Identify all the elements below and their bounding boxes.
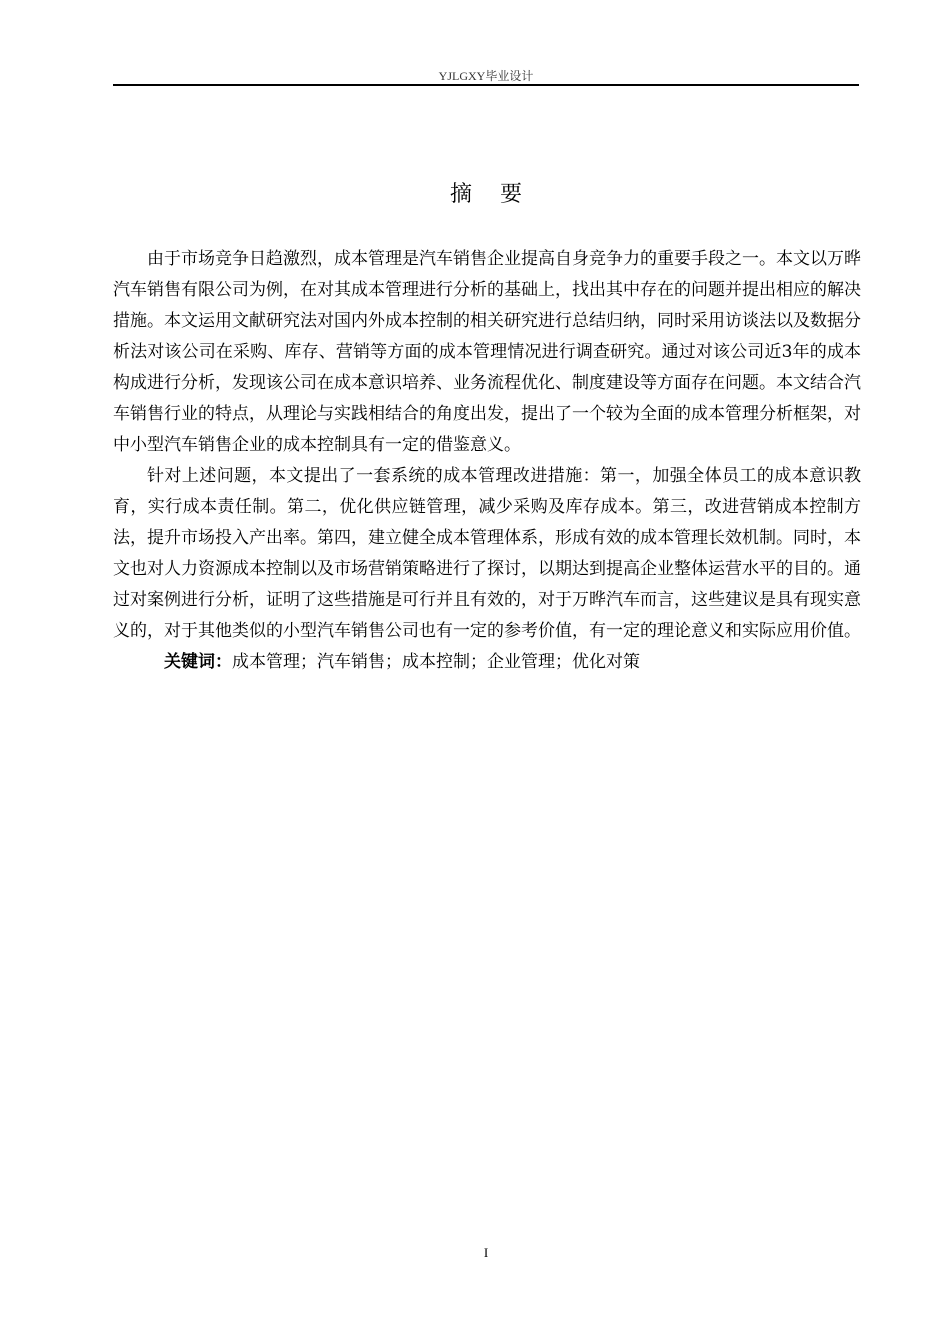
abstract-body (113, 244, 861, 678)
keywords-label: 关键词： (164, 652, 232, 672)
abstract-paragraph-1: 由于市场竞争日趋激烈，成本管理是汽车销售企业提高自身竞争力的重要手段之一。本文以万晔汽车销售有限公司为例，在对其成本管理进行分析的基础上，找出其中存在的问题并提出相应的解决措施。本文运用文献研究法对国内外成本控制的相关研究进行总结归纳，同时采用访谈法以及数据分析法对该公司在采购、库存、营销等方面的成本管理情况进行调查研究。通过对该公司近3年的成本构成进行分析，发现该公司在成本意识培养、业务流程优化、制度建设等方面存在问题。本文结合汽车销售行业的特点，从理论与实践相结合的角度出发，提出了一个较为全面的成本管理分析框架，对中小型汽车销售企业的成本控制具有一定的借鉴意义。 (113, 249, 861, 455)
page-number: I (483, 1245, 489, 1260)
abstract-paragraph-2: 针对上述问题，本文提出了一套系统的成本管理改进措施：第一，加强全体员工的成本意识教育，实行成本责任制。第二，优化供应链管理，减少采购及库存成本。第三，改进营销成本控制方法，提升市场投入产出率。第四，建立健全成本管理体系，形成有效的成本管理长效机制。同时，本文也对人力资源成本控制以及市场营销策略进行了探讨，以期达到提高企业整体运营水平的目的。通过对案例进行分析，证明了这些措施是可行并且有效的，对于万晔汽车而言，这些建议是具有现实意义的，对于其他类似的小型汽车销售公司也有一定的参考价值，有一定的理论意义和实际应用价值。 (113, 466, 861, 641)
header-rule (113, 84, 859, 86)
keywords-line (113, 647, 861, 678)
keywords-text: 成本管理；汽车销售；成本控制；企业管理；优化对策 (232, 652, 640, 672)
abstract-title: 摘要 (449, 182, 550, 207)
page-header: YJLGXY毕业设计 (438, 69, 534, 83)
